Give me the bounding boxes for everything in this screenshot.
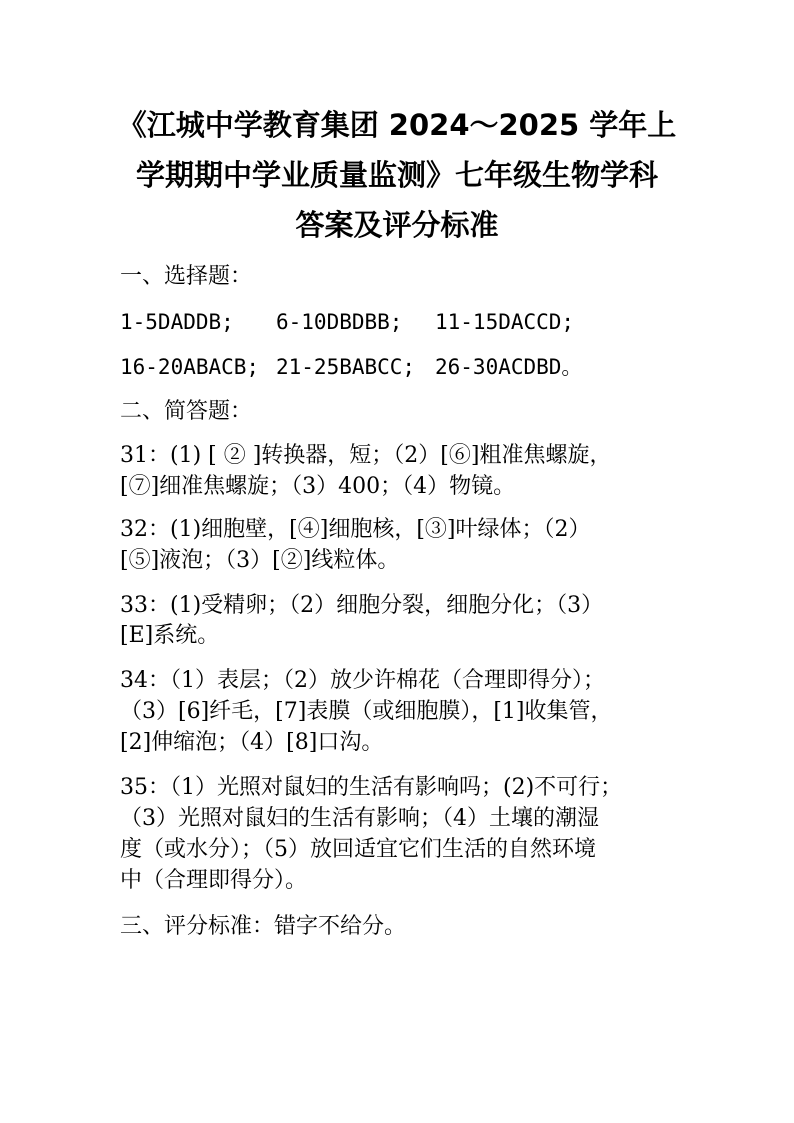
choice-answers-21-25: 21-25BABCC; — [276, 355, 416, 379]
choice-answers-26-30: 26-30ACDBD。 — [435, 355, 583, 379]
section-1-heading: 一、选择题： — [120, 264, 253, 289]
section-3-heading: 三、评分标准：错字不给分。 — [120, 914, 407, 939]
document-title-line-1: 《江城中学教育集团 2024～2025 学年上 — [117, 108, 677, 142]
answer-34-line-2: （3）[6]纤毛，[7]表膜（或细胞膜），[1]收集管， — [120, 699, 613, 724]
answer-35-line-3: 度（或水分）；（5）放回适宜它们生活的自然环境 — [120, 837, 596, 862]
choice-answers-1-5: 1-5DADDB; — [120, 310, 234, 334]
answer-31-line-2: [⑦]细准焦螺旋；（3）400；（4）物镜。 — [120, 474, 516, 499]
choice-answers-row-1 — [120, 307, 680, 337]
answer-35-line-2: （3）光照对鼠妇的生活有影响；（4）土壤的潮湿 — [120, 806, 599, 831]
document-title-line-2: 学期期中学业质量监测》七年级生物学科 — [135, 158, 658, 192]
answer-34-line-1: 34：（1）表层；（2）放少许棉花（合理即得分）； — [120, 668, 605, 693]
answer-33-line-1: 33：(1)受精卵；（2）细胞分裂，细胞分化；（3） — [120, 593, 604, 618]
answer-35-line-1: 35：（1）光照对鼠妇的生活有影响吗；(2)不可行； — [120, 775, 623, 800]
choice-answers-11-15: 11-15DACCD; — [435, 310, 575, 334]
document-title-line-3: 答案及评分标准 — [295, 208, 499, 242]
choice-answers-16-20: 16-20ABACB; — [120, 355, 260, 379]
answer-31-line-1: 31：(1) [ ② ]转换器，短；（2）[⑥]粗准焦螺旋， — [120, 443, 612, 468]
choice-answers-row-2 — [120, 352, 680, 382]
answer-35-line-4: 中（合理即得分）。 — [120, 868, 308, 893]
answer-33-line-2: [E]系统。 — [120, 623, 220, 648]
section-2-heading: 二、简答题： — [120, 399, 253, 424]
answer-32-line-2: [⑤]液泡；（3）[②]线粒体。 — [120, 548, 400, 573]
answer-34-line-3: [2]伸缩泡；（4）[8]口沟。 — [120, 730, 384, 755]
answer-32-line-1: 32：(1)细胞壁，[④]细胞核，[③]叶绿体；（2） — [120, 517, 591, 542]
choice-answers-6-10: 6-10DBDBB; — [276, 310, 403, 334]
